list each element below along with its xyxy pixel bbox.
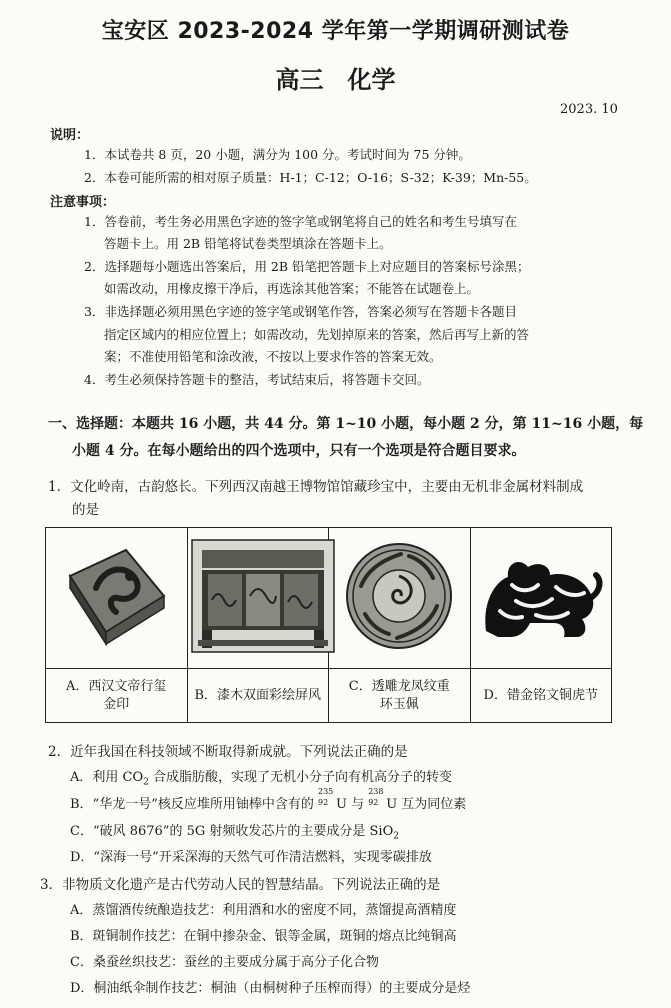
- notice-line: 4．考生必须保持答题卡的整洁，考试结束后，将答题卡交回。: [84, 372, 430, 387]
- exam-subtitle: 高三 化学: [275, 66, 396, 94]
- instruction-item: 2．本卷可能所需的相对原子质量：H-1；C-12；O-16；S-32；K-39；Mn-55。: [84, 170, 537, 185]
- option-a-label: A．西汉文帝行玺: [66, 678, 167, 694]
- exam-title: 宝安区 2023-2024 学年第一学期调研测试卷: [101, 19, 570, 44]
- instruction-item: 1．本试卷共 8 页，20 小题，满分为 100 分。考试时间为 75 分钟。: [84, 147, 471, 162]
- question-3-option-d: D．桐油纸伞制作技艺：桐油（由桐树种子压榨而得）的主要成分是烃: [70, 981, 471, 996]
- section-heading-line2: 小题 4 分。在每小题给出的四个选项中，只有一个选项是符合题目要求。: [72, 443, 526, 459]
- question-1-stem: 1．文化岭南，古韵悠长。下列西汉南越王博物馆馆藏珍宝中，主要由无机非金属材料制成: [48, 479, 584, 495]
- notice-label: 注意事项：: [50, 195, 116, 210]
- relic-image-c: [329, 528, 471, 669]
- tiger-tally-image: [476, 541, 606, 651]
- question-1-stem-cont: 的是: [72, 502, 99, 518]
- option-a-label-cont: 金印: [103, 696, 130, 712]
- notice-line: 1．答卷前，考生务必用黑色字迹的签字笔或钢笔将自己的姓名和考生号填写在: [84, 214, 517, 229]
- question-2-option-d: D．“深海一号”开采深海的天然气可作清洁燃料，实现零碳排放: [70, 850, 432, 865]
- section-heading-line1: 一、选择题：本题共 16 小题，共 44 分。第 1~10 小题，每小题 2 分，第 11~16 小题，每: [48, 416, 644, 432]
- question-2-option-c: C．“破风 8676”的 5G 射频收发芯片的主要成分是 SiO$_2$: [70, 824, 399, 842]
- option-b-label: B．漆木双面彩绘屏风: [194, 687, 322, 703]
- question-3-stem: 3．非物质文化遗产是古代劳动人民的智慧结晶。下列说法正确的是: [40, 877, 441, 893]
- question-3-option-c: C．桑蚕丝织技艺：蚕丝的主要成分属于高分子化合物: [70, 955, 379, 970]
- question-3-option-a: A．蒸馏酒传统酿造技艺：利用酒和水的密度不同，蒸馏提高酒精度: [70, 903, 457, 918]
- option-d-caption: [470, 669, 612, 723]
- jade-pendant-image: [339, 536, 459, 656]
- lacquer-screen-image: [188, 536, 338, 656]
- notice-line: 2．选择题每小题选出答案后，用 2B 铅笔把答题卡上对应题目的答案标号涂黑；: [84, 259, 530, 274]
- relic-image-b: [187, 528, 329, 669]
- option-c-label: C．透雕龙凤纹重: [348, 678, 450, 694]
- notice-line: 如需改动，用橡皮擦干净后，再选涂其他答案；不能答在试题卷上。: [104, 281, 480, 296]
- notice-line: 答题卡上。用 2B 铅笔将试卷类型填涂在答题卡上。: [104, 236, 392, 251]
- relic-image-a: [46, 528, 188, 669]
- isotope-u238: 238 92: [368, 787, 384, 807]
- relics-table: [45, 527, 612, 723]
- notice-line: 指定区域内的相应位置上；如需改动，先划掉原来的答案，然后再写上新的答: [104, 327, 530, 342]
- option-c-label-cont: 环玉佩: [379, 696, 419, 712]
- instructions-label: 说明：: [50, 128, 90, 143]
- notice-line: 案；不准使用铅笔和涂改液，不按以上要求作答的答案无效。: [104, 349, 442, 364]
- notice-line: 3．非选择题必须用黑色字迹的签字笔或钢笔作答，答案必须写在答题卡各题目: [84, 304, 517, 319]
- question-3-option-b: B．斑铜制作技艺：在铜中掺杂金、银等金属，斑铜的熔点比纯铜高: [70, 929, 457, 944]
- exam-date: 2023. 10: [560, 102, 618, 117]
- option-c-caption: [329, 669, 471, 723]
- question-2-option-a: A．利用 $CO_2$ 合成脂肪酸，实现了无机小分子向有机高分子的转变: [70, 770, 453, 788]
- relic-image-d: [470, 528, 612, 669]
- isotope-u235: 235 92: [317, 787, 334, 807]
- option-a-caption: [46, 669, 188, 723]
- question-2-stem: 2．近年我国在科技领域不断取得新成就。下列说法正确的是: [48, 744, 408, 760]
- option-d-label: D．错金铭文铜虎节: [483, 687, 598, 703]
- option-b-caption: [187, 669, 329, 723]
- gold-seal-image: [56, 536, 176, 656]
- question-2-option-b: B．“华龙一号”核反应堆所用铀棒中含有的 235 92 U 与 238 92 U 互为同位素: [70, 787, 467, 812]
